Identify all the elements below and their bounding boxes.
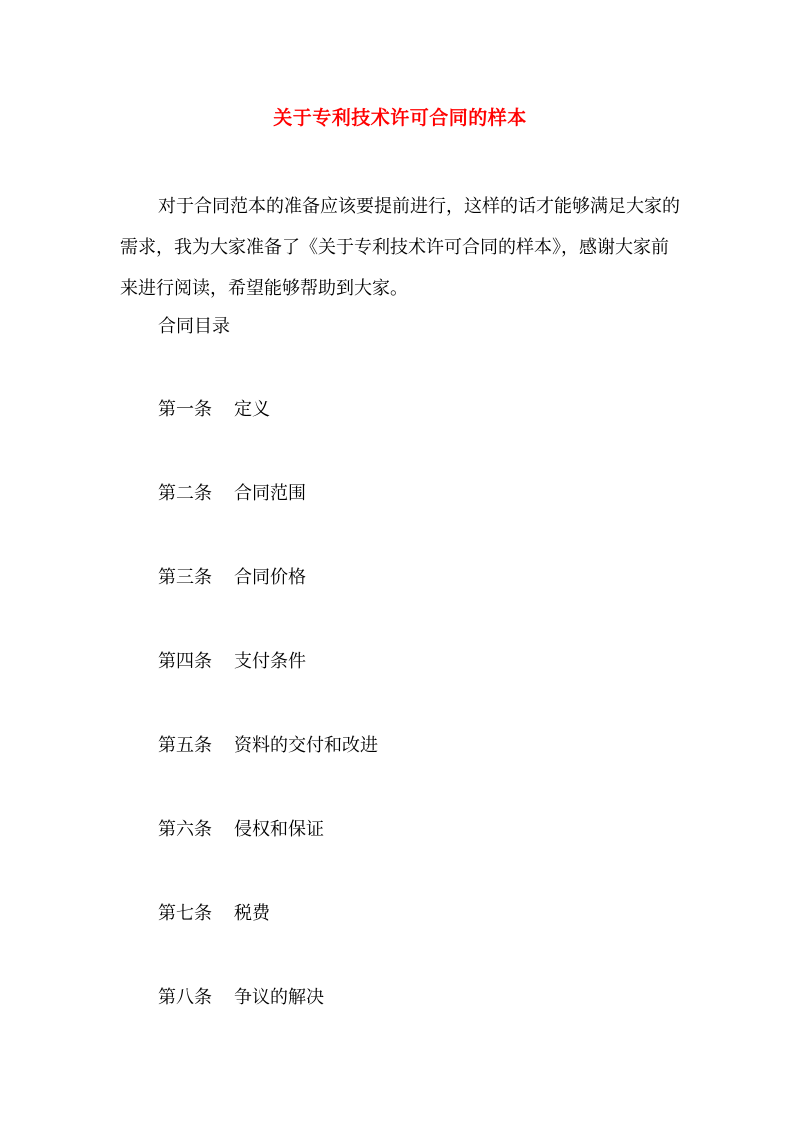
toc-item-number: 第五条: [158, 735, 212, 756]
toc-item-title: 定义: [234, 399, 270, 420]
toc-item: [158, 648, 378, 732]
toc-item: [158, 984, 378, 1068]
toc-heading: 合同目录: [158, 316, 230, 337]
toc-item-number: 第八条: [158, 987, 212, 1008]
table-of-contents: [158, 396, 378, 1068]
toc-item-title: 税费: [234, 903, 270, 924]
toc-item-number: 第四条: [158, 651, 212, 672]
toc-item-title: 资料的交付和改进: [234, 735, 378, 756]
toc-item-number: 第六条: [158, 819, 212, 840]
toc-item: [158, 900, 378, 984]
toc-item-number: 第一条: [158, 399, 212, 420]
toc-item-title: 侵权和保证: [234, 819, 324, 840]
toc-item-title: 争议的解决: [234, 987, 324, 1008]
toc-item: [158, 732, 378, 816]
toc-item: [158, 564, 378, 648]
toc-item-title: 合同价格: [234, 567, 306, 588]
toc-item-title: 支付条件: [234, 651, 306, 672]
document-title: 关于专利技术许可合同的样本: [273, 107, 527, 129]
toc-item-number: 第三条: [158, 567, 212, 588]
toc-item: [158, 480, 378, 564]
toc-item: [158, 396, 378, 480]
toc-item-number: 第七条: [158, 903, 212, 924]
toc-item-title: 合同范围: [234, 483, 306, 504]
toc-item: [158, 816, 378, 900]
intro-paragraph: 对于合同范本的准备应该要提前进行，这样的话才能够满足大家的需求，我为大家准备了《关于专利技术许可合同的样本》，感谢大家前来进行阅读，希望能够帮助到大家。: [120, 196, 680, 299]
toc-item-number: 第二条: [158, 483, 212, 504]
